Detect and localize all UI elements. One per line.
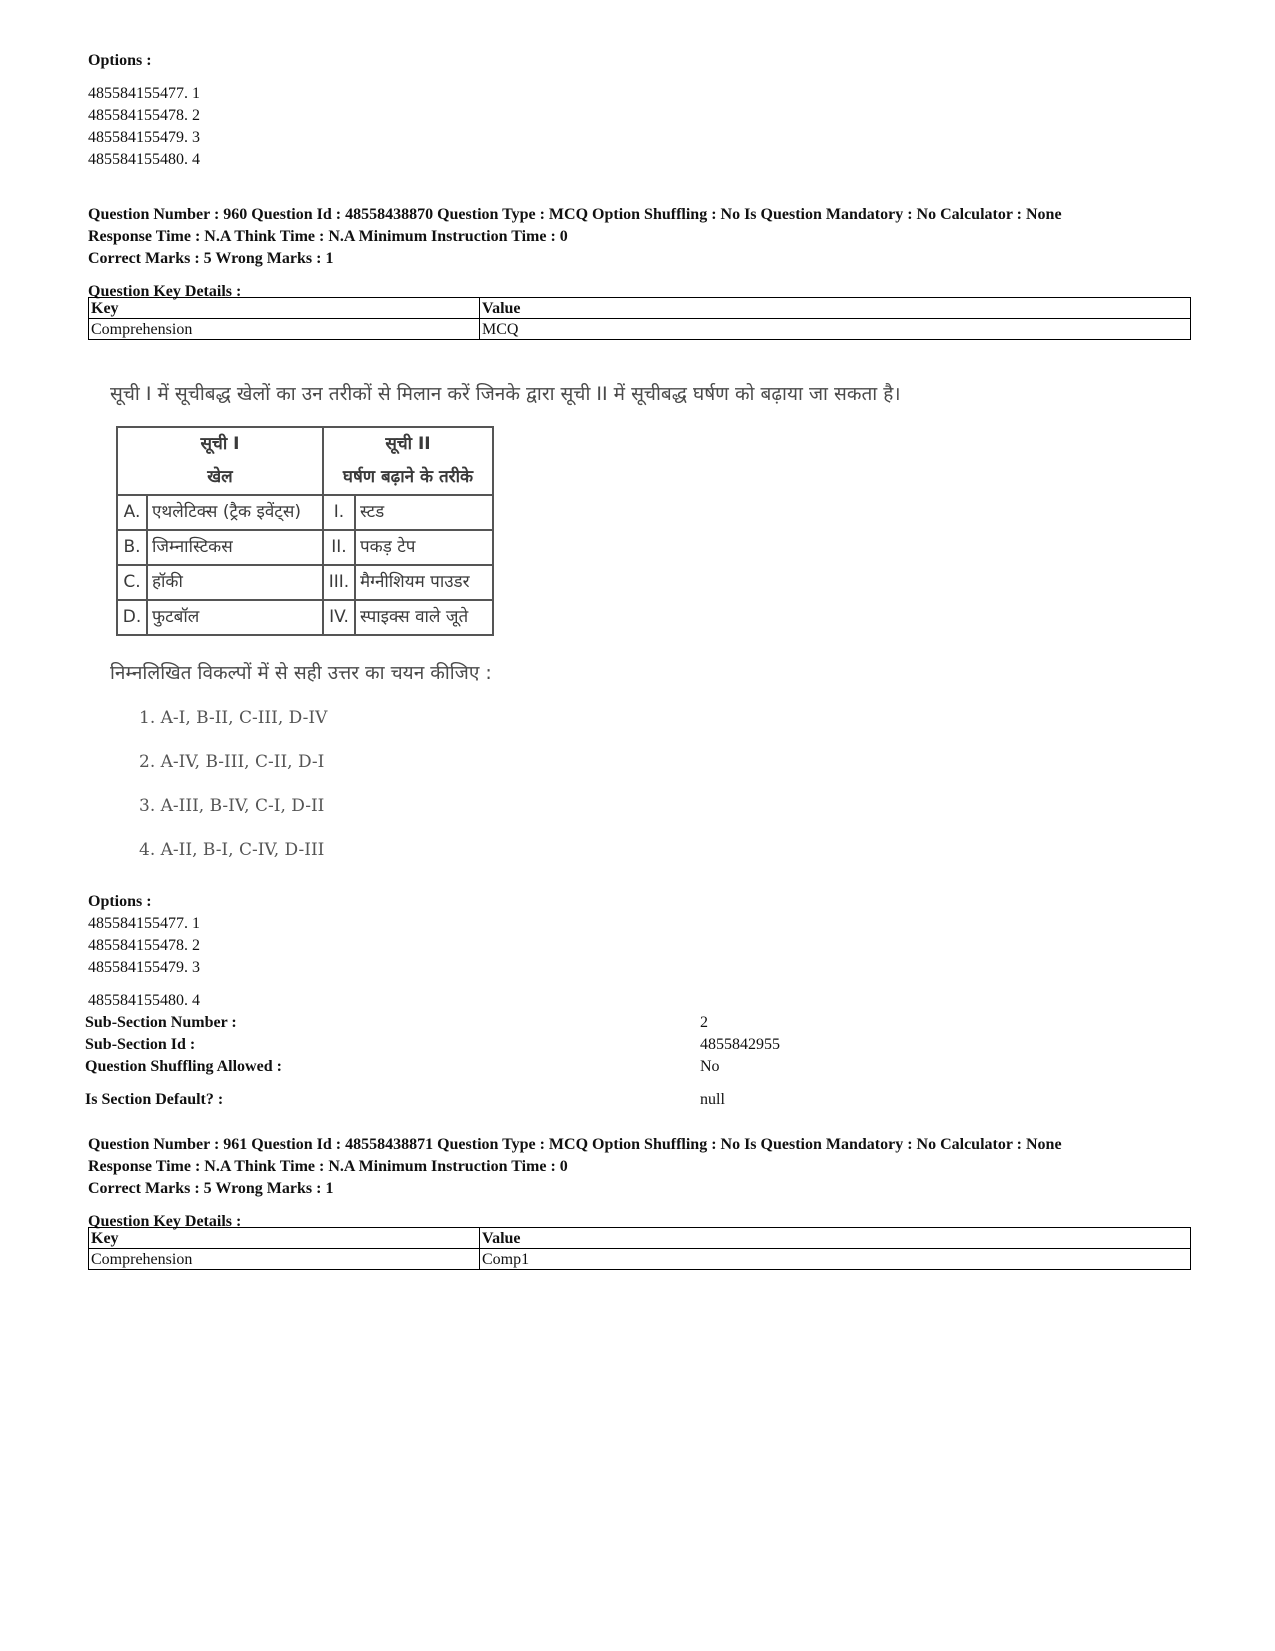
question-meta: Question Number : 960 Question Id : 48558438870 Question Type : MCQ Option Shuffling : No Is Question Mandatory : No Calculator : None: [88, 206, 1062, 223]
key-details-label: Question Key Details :: [88, 283, 242, 300]
method-cell: स्टड: [355, 495, 493, 530]
method-cell: स्पाइक्स वाले जूते: [355, 600, 493, 635]
value-header: Value: [480, 298, 1191, 319]
key-header: Key: [89, 298, 480, 319]
sport-cell: हॉकी: [147, 565, 323, 600]
section-default-value: null: [700, 1091, 725, 1108]
option-item: 485584155479. 3: [88, 129, 200, 146]
row-numeral: IV.: [323, 600, 355, 635]
question-text: सूची I में सूचीबद्ध खेलों का उन तरीकों से मिलान करें जिनके द्वारा सूची II में सूचीबद्ध घर्षण को बढ़ाया जा सकता है।: [110, 383, 901, 405]
answer-choice: 3. A-III, B-IV, C-I, D-II: [139, 796, 325, 816]
row-letter: D.: [117, 600, 147, 635]
row-numeral: III.: [323, 565, 355, 600]
match-row: [117, 600, 493, 635]
options-label: Options :: [88, 893, 152, 910]
sport-cell: फुटबॉल: [147, 600, 323, 635]
subsection-number-label: Sub-Section Number :: [85, 1014, 237, 1031]
option-item: 485584155480. 4: [88, 151, 200, 168]
row-letter: C.: [117, 565, 147, 600]
row-numeral: I.: [323, 495, 355, 530]
answer-choice: 4. A-II, B-I, C-IV, D-III: [139, 840, 325, 860]
subsection-number-value: 2: [700, 1014, 708, 1031]
option-item: 485584155478. 2: [88, 937, 200, 954]
match-row: [117, 495, 493, 530]
match-table: [116, 426, 494, 636]
shuffle-allowed-value: No: [700, 1058, 720, 1075]
key-cell: Comprehension: [89, 319, 480, 340]
instruction-text: निम्नलिखित विकल्पों में से सही उत्तर का चयन कीजिए :: [110, 662, 492, 684]
option-item: 485584155477. 1: [88, 85, 200, 102]
list1-title: सूची I: [117, 427, 323, 461]
option-item: 485584155480. 4: [88, 992, 200, 1009]
value-cell: Comp1: [480, 1249, 1191, 1270]
question-meta: Question Number : 961 Question Id : 48558438871 Question Type : MCQ Option Shuffling : No Is Question Mandatory : No Calculator : None: [88, 1136, 1062, 1153]
option-item: 485584155478. 2: [88, 107, 200, 124]
key-header: Key: [89, 1228, 480, 1249]
match-row: [117, 530, 493, 565]
list1-subtitle: खेल: [117, 461, 323, 495]
sport-cell: जिम्नास्टिकस: [147, 530, 323, 565]
row-numeral: II.: [323, 530, 355, 565]
sport-cell: एथलेटिक्स (ट्रैक इवेंट्स): [147, 495, 323, 530]
method-cell: पकड़ टेप: [355, 530, 493, 565]
value-cell: MCQ: [480, 319, 1191, 340]
row-letter: A.: [117, 495, 147, 530]
section-default-label: Is Section Default? :: [85, 1091, 224, 1108]
answer-choice: 1. A-I, B-II, C-III, D-IV: [139, 708, 328, 728]
list2-subtitle: घर्षण बढ़ाने के तरीके: [323, 461, 493, 495]
match-table-wrapper: [116, 426, 494, 636]
key-details-table: [88, 297, 1191, 340]
subsection-id-value: 4855842955: [700, 1036, 780, 1053]
subsection-id-label: Sub-Section Id :: [85, 1036, 196, 1053]
key-details-table: [88, 1227, 1191, 1270]
option-item: 485584155477. 1: [88, 915, 200, 932]
shuffle-allowed-label: Question Shuffling Allowed :: [85, 1058, 282, 1075]
question-marks: Correct Marks : 5 Wrong Marks : 1: [88, 1180, 334, 1197]
value-header: Value: [480, 1228, 1191, 1249]
list2-title: सूची II: [323, 427, 493, 461]
match-row: [117, 565, 493, 600]
question-marks: Correct Marks : 5 Wrong Marks : 1: [88, 250, 334, 267]
options-label: Options :: [88, 52, 152, 69]
question-timing: Response Time : N.A Think Time : N.A Minimum Instruction Time : 0: [88, 1158, 568, 1175]
row-letter: B.: [117, 530, 147, 565]
key-details-label: Question Key Details :: [88, 1213, 242, 1230]
answer-choice: 2. A-IV, B-III, C-II, D-I: [139, 752, 325, 772]
question-timing: Response Time : N.A Think Time : N.A Minimum Instruction Time : 0: [88, 228, 568, 245]
method-cell: मैग्नीशियम पाउडर: [355, 565, 493, 600]
key-cell: Comprehension: [89, 1249, 480, 1270]
option-item: 485584155479. 3: [88, 959, 200, 976]
